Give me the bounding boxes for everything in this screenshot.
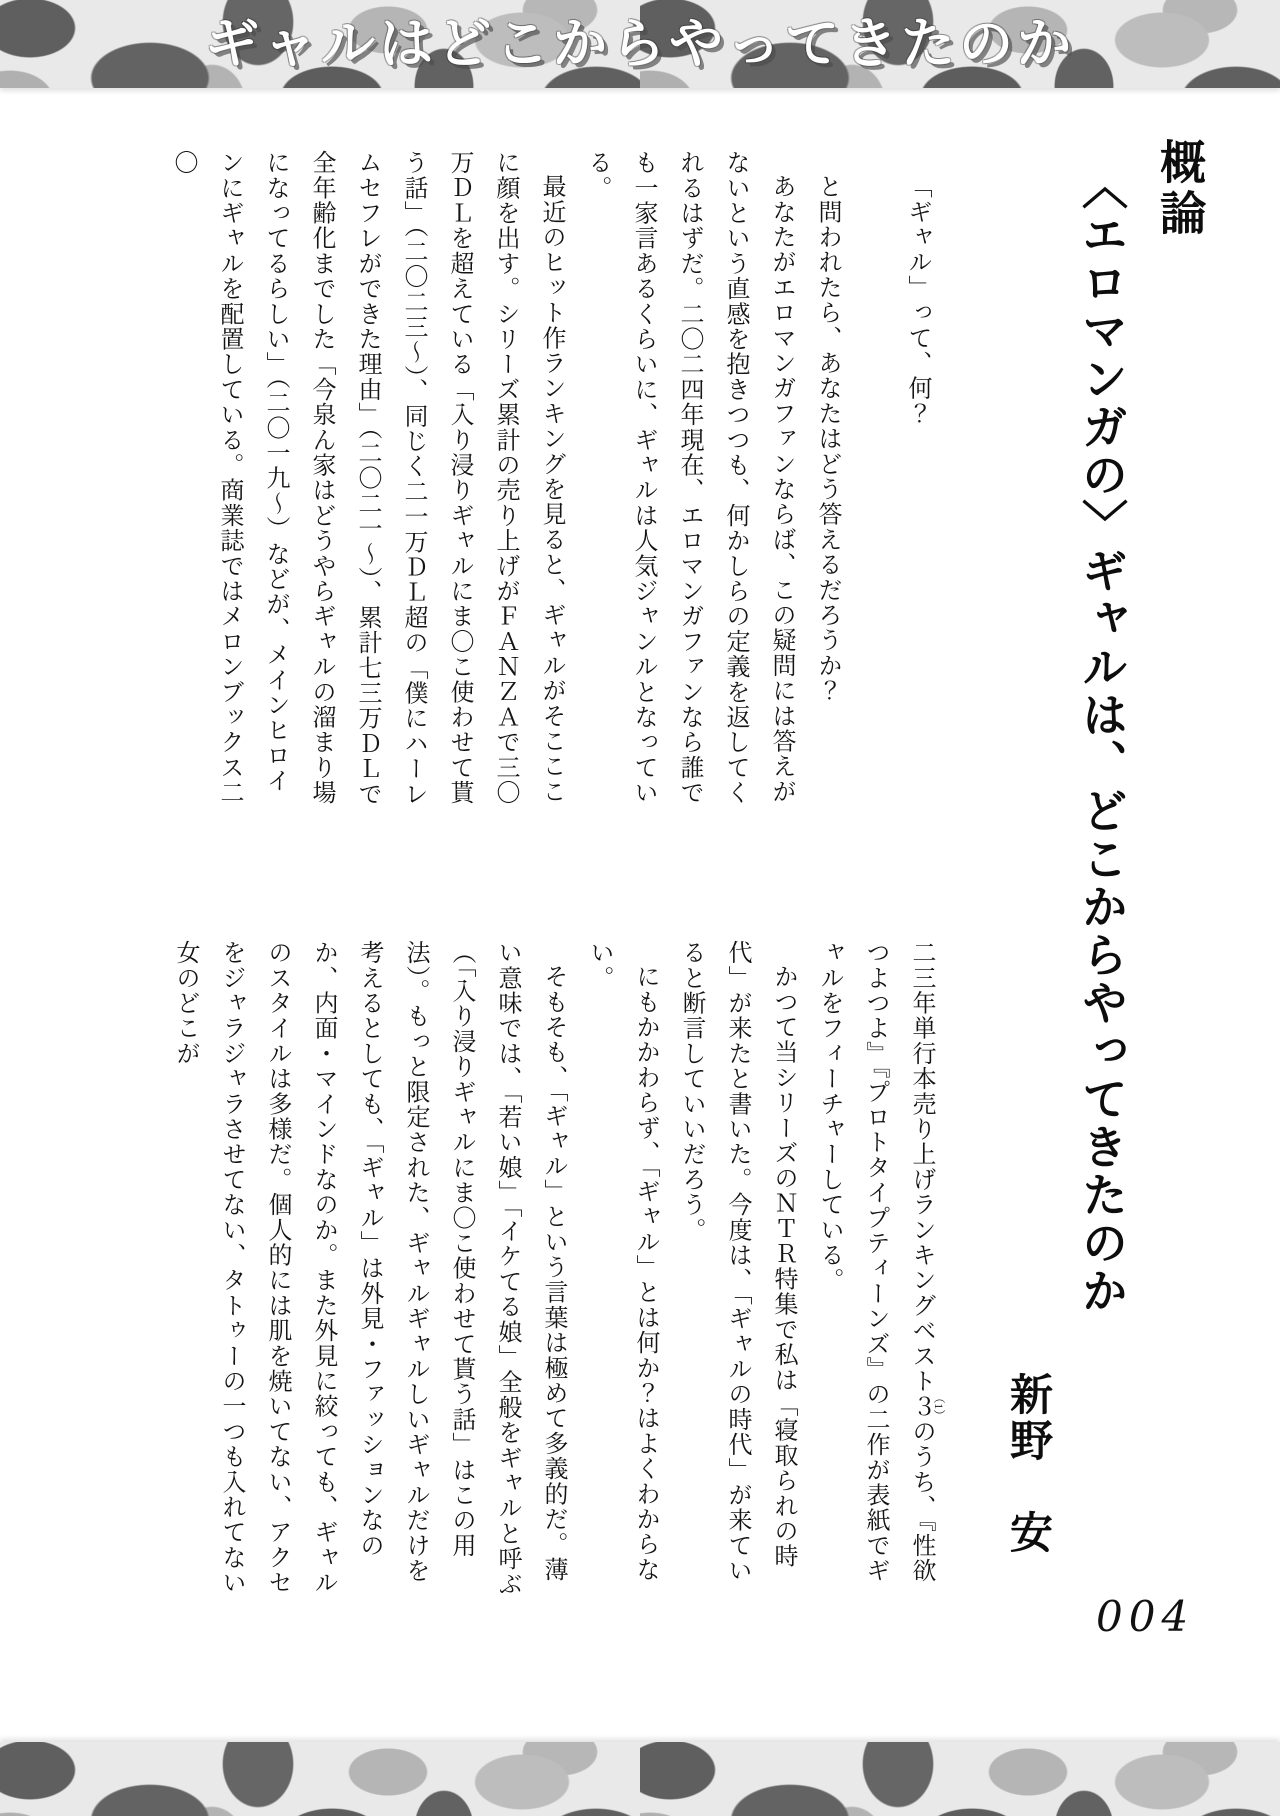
paragraph: 「ギャル」って、何？ — [904, 174, 930, 426]
paragraph: 最近のヒット作ランキングを見ると、ギャルがそこここに顔を出す。シリーズ累計の売り上げがＦＡＮＺＡで三〇万ＤＬを超えている「入り浸りギャルにま〇こ使わせて貰う話」（二〇二三～）、同じく二一万ＤＬ超の「僕にハーレムセフレができた理由」（二〇二一～）、累計七三万ＤＬで全年齢化までした「今泉ん家はどうやらギャルの溜まり場になってるらしい」（二〇一九～）などが、メインヒロインにギャルを配置している。商業誌ではメロンブックス二〇 — [170, 150, 564, 807]
footnote-mark: （1） — [932, 1391, 946, 1422]
text-segment: のうち、『性欲つよつよ』『プロトタイプティーンズ』の二作が表紙でギャルをフィーチャーしている。 — [816, 940, 934, 1584]
article-title: 〈エロマンガの〉ギャルは、どこからやってきたのか — [1076, 163, 1128, 1315]
banner-title: ギャルはどこからやってきたのか — [205, 14, 1075, 74]
paragraph-continued — [806, 940, 945, 1605]
author-name: 新野 安 — [1004, 1372, 1052, 1556]
footnote-anchor: ３ — [908, 1391, 934, 1422]
header-banner — [0, 0, 1280, 88]
text-segment: 二三年単行本売り上げランキングベスト — [908, 940, 934, 1394]
paragraph: と問われたら、あなたはどう答えるだろうか？ — [814, 174, 840, 704]
paragraph: そもそも、「ギャル」という言葉は極めて多義的だ。薄い意味では、「若い娘」「イケてる娘」全般をギャルと呼ぶ（「入り浸りギャルにま〇こ使わせて貰う話」はこの用法）。もっと限定された、ギャルギャルしいギャルだけを考えるとしても、「ギャル」は外見・ファッションなのか、内面・マインドなのか。また外見に絞っても、ギャルのスタイルは多様だ。個人的には肌を焼いてない、アクセをジャラジャラさせてない、タトゥーの一つも入れてない女のどこが — [172, 940, 566, 1597]
paragraph: あなたがエロマンガファンならば、この疑問には答えがないという直感を抱きつつも、何かしらの定義を返してくれるはずだ。二〇二四年現在、エロマンガファンなら誰でも一家言あるくらいに、ギャルは人気ジャンルとなっている。 — [584, 150, 794, 806]
page-number: 004 — [1096, 1592, 1195, 1641]
section-kicker: 概論 — [1154, 138, 1206, 240]
footer-banner — [0, 1742, 1280, 1816]
upper-text-block — [160, 150, 940, 815]
paragraph: にもかかわらず、「ギャル」とは何か？はよくわからない。 — [586, 940, 658, 1582]
paragraph: かつて当シリーズのＮＴＲ特集で私は「寝取られの時代」が来たと書いた。今度は、「ギャルの時代」が来ていると断言していいだろう。 — [678, 940, 796, 1584]
lower-text-block — [162, 940, 945, 1605]
footnote-ref — [908, 1391, 946, 1422]
